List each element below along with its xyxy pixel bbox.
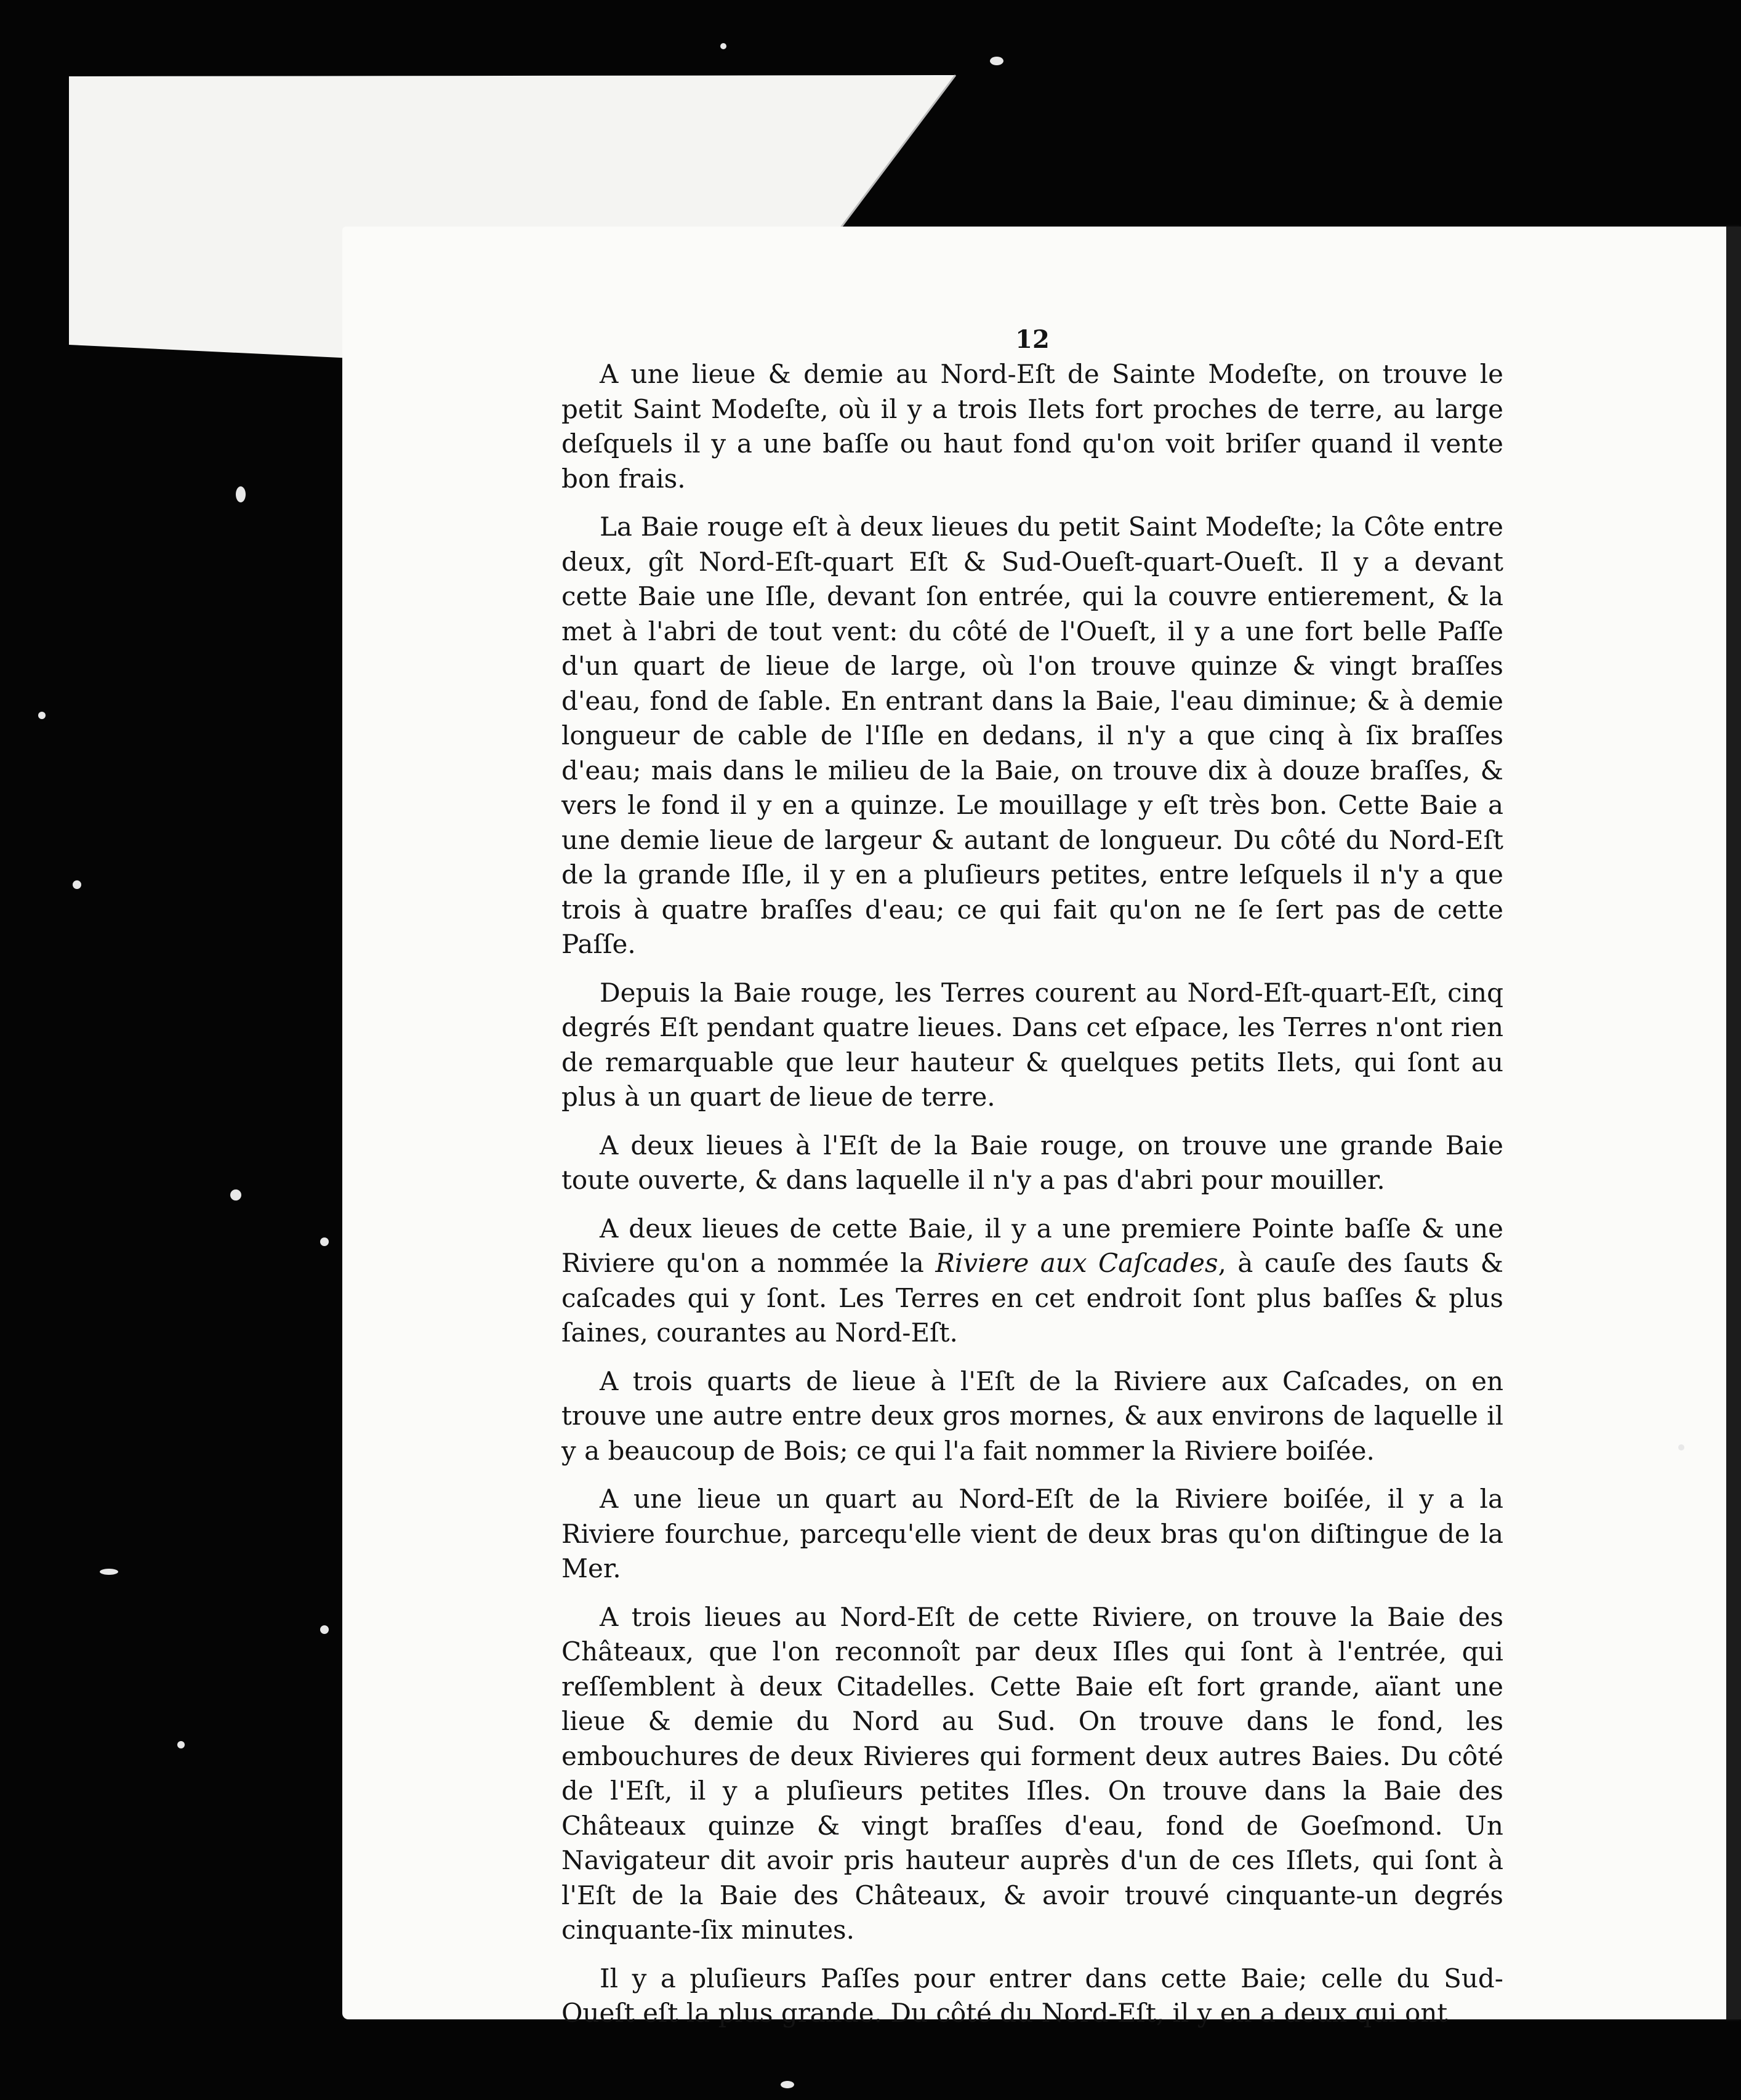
- paragraph-petit-saint-modeste: [561, 357, 1503, 496]
- paragraph-text: A deux lieues de cette Baie, il y a une premiere Pointe baſſe & une Riviere qu'on a nommée la: [561, 1213, 1503, 1278]
- paragraph-text: A une lieue un quart au Nord-Eſt de la Riviere boiſée, il y a la Riviere fourchue, parcequ'elle vient de deux bras qu'on diſtingue de la Mer.: [561, 1484, 1503, 1583]
- paragraph-baie-rouge: [561, 510, 1503, 962]
- paragraph-grande-baie: [561, 1128, 1503, 1198]
- paragraph-text: Depuis la Baie rouge, les Terres courent au Nord-Eſt-quart-Eſt, cinq degrés Eſt pendant quatre lieues. Dans cet eſpace, les Terres n'ont rien de remarquable que leur hauteur & quelques petits Ilets, qui ſont au plus à un quart de lieue de terre.: [561, 977, 1503, 1112]
- film-speck: [230, 1189, 241, 1201]
- page-text: [561, 326, 1503, 2045]
- paragraph-riviere-boisee: [561, 1364, 1503, 1469]
- paragraph-text: A une lieue & demie au Nord-Eſt de Sainte Modeſte, on trouve le petit Saint Modeſte, où il y a trois Ilets fort proches de terre, au large deſquels il y a une baſſe ou haut fond qu'on voit briſer quand il vente bon frais.: [561, 359, 1503, 494]
- paragraph-baie-des-chateaux: [561, 1600, 1503, 1948]
- film-speck: [781, 2081, 794, 2088]
- right-edge-shadow: [1726, 227, 1741, 2019]
- film-speck: [990, 57, 1003, 65]
- paragraph-text: Il y a pluſieurs Paſſes pour entrer dans cette Baie; celle du Sud-Oueſt eſt la plus grande. Du côté du Nord-Eſt, il y en a deux qui ont: [561, 1963, 1503, 2028]
- paragraph-riviere-fourchue: [561, 1482, 1503, 1587]
- paragraph-text: A trois lieues au Nord-Eſt de cette Riviere, on trouve la Baie des Châteaux, que l'on reconnoît par deux Iſles qui ſont à l'entrée, qui reſſemblent à deux Citadelles. Cette Baie eſt fort grande, aïant une lieue & demie du Nord au Sud. On trouve dans le fond, les embouchures de deux Rivieres qui forment deux autres Baies. Du côté de l'Eſt, il y a pluſieurs petites Iſles. On trouve dans la Baie des Châteaux quinze & vingt braſſes d'eau, fond de Goeſmond. Un Navigateur dit avoir pris hauteur auprès d'un de ces Iſlets, qui ſont à l'Eſt de la Baie des Châteaux, & avoir trouvé cinquante-un degrés cinquante-ſix minutes.: [561, 1601, 1503, 1945]
- film-speck: [320, 1625, 329, 1634]
- paragraph-text: A deux lieues à l'Eſt de la Baie rouge, on trouve une grande Baie toute ouverte, & dans laquelle il n'y a pas d'abri pour mouiller.: [561, 1130, 1503, 1195]
- paragraph-text: , à cauſe des ſauts & caſcades qui y ſont. Les Terres en cet endroit ſont plus baſſes & plus ſaines, courantes au Nord-Eſt.: [561, 1248, 1503, 1348]
- paragraph-passes: [561, 1961, 1503, 2031]
- page-number: 12: [1015, 325, 1050, 354]
- paragraph-text: La Baie rouge eſt à deux lieues du petit Saint Modeſte; la Côte entre deux, gît Nord-Eſt-quart Eſt & Sud-Oueſt-quart-Oueſt. Il y a devant cette Baie une Iſle, devant ſon entrée, qui la couvre entierement, & la met à l'abri de tout vent: du côté de l'Oueſt, il y a une fort belle Paſſe d'un quart de lieue de large, où l'on trouve quinze & vingt braſſes d'eau, fond de ſable. En entrant dans la Baie, l'eau diminue; & à demie longueur de cable de l'Iſle en dedans, il n'y a que cinq à ſix braſſes d'eau; mais dans le milieu de la Baie, on trouve dix à douze braſſes, & vers le fond il y en a quinze. Le mouillage y eſt très bon. Cette Baie a une demie lieue de largeur & autant de longueur. Du côté du Nord-Eſt de la grande Iſle, il y en a pluſieurs petites, entre leſquels il n'y a que trois à quatre braſſes d'eau; ce qui fait qu'on ne ſe ſert pas de cette Paſſe.: [561, 512, 1503, 959]
- film-speck: [38, 712, 46, 719]
- film-speck: [1678, 1444, 1684, 1450]
- film-speck: [177, 1741, 185, 1748]
- film-speck: [100, 1569, 118, 1575]
- film-speck: [73, 880, 81, 889]
- paragraph-riviere-aux-cascades: [561, 1212, 1503, 1351]
- film-speck: [320, 1237, 329, 1246]
- film-speck: [720, 43, 726, 49]
- paragraph-terres-nord-est: [561, 976, 1503, 1115]
- riviere-aux-cascades-name: Riviere aux Caſcades: [935, 1248, 1218, 1278]
- film-speck: [236, 486, 246, 502]
- paragraph-text: A trois quarts de lieue à l'Eſt de la Riviere aux Caſcades, on en trouve une autre entre deux gros mornes, & aux environs de laquelle il y a beaucoup de Bois; ce qui l'a fait nommer la Riviere boiſée.: [561, 1366, 1503, 1466]
